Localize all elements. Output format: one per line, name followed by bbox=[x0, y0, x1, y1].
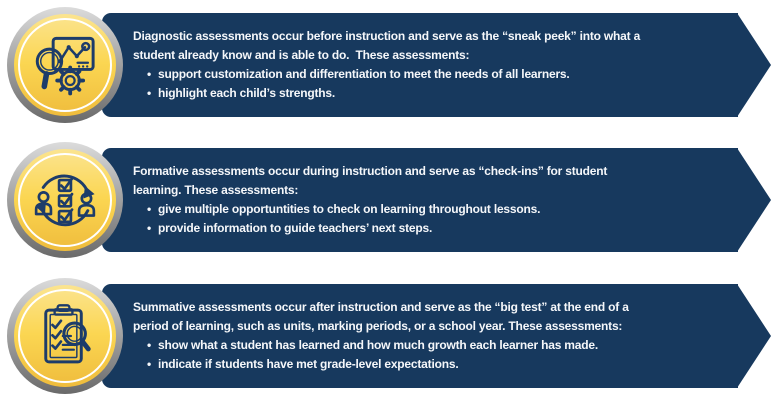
banner-diagnostic-content bbox=[102, 13, 738, 117]
banner-formative-content bbox=[102, 148, 738, 252]
badge-formative bbox=[7, 142, 123, 258]
intro-line: period of learning, such as units, marking periods, or a school year. These assessments: bbox=[133, 319, 623, 333]
badge-disc bbox=[14, 285, 116, 387]
badge-diagnostic bbox=[7, 7, 123, 123]
banner-arrow-right bbox=[737, 13, 771, 117]
bullet-icon: • bbox=[147, 338, 152, 352]
banner-diagnostic bbox=[102, 13, 738, 117]
clipboard-magnifier-icon bbox=[28, 299, 102, 373]
banner-arrow-right bbox=[737, 284, 771, 388]
badge-summative bbox=[7, 278, 123, 394]
intro-line: learning. These assessments: bbox=[133, 183, 299, 197]
bullet-item bbox=[133, 336, 730, 355]
magnifier-chart-gear-icon bbox=[28, 28, 102, 102]
banner-summative bbox=[102, 284, 738, 388]
bullet-icon: • bbox=[147, 86, 152, 100]
bullet-item bbox=[133, 219, 730, 238]
bullet-icon: • bbox=[147, 221, 152, 235]
badge-disc bbox=[14, 14, 116, 116]
bullet-icon: • bbox=[147, 67, 152, 81]
bullet-text: show what a student has learned and how much growth each learner has made. bbox=[158, 338, 598, 352]
bullet-item bbox=[133, 65, 730, 84]
bullet-item bbox=[133, 84, 730, 103]
intro-line: Diagnostic assessments occur before instruction and serve as the “sneak peek” into what a bbox=[133, 29, 641, 43]
bullet-text: highlight each child’s strengths. bbox=[158, 86, 335, 100]
intro-line: student already know and is able to do. These assessments: bbox=[133, 48, 470, 62]
bullet-icon: • bbox=[147, 202, 152, 216]
banner-formative bbox=[102, 148, 738, 252]
intro-line: Formative assessments occur during instruction and serve as “check-ins” for student bbox=[133, 164, 608, 178]
banner-summative-content bbox=[102, 284, 738, 388]
bullet-item bbox=[133, 355, 730, 374]
badge-disc bbox=[14, 149, 116, 251]
bullet-text: indicate if students have met grade-level expectations. bbox=[158, 357, 459, 371]
bullet-item bbox=[133, 200, 730, 219]
intro-line: Summative assessments occur after instruction and serve as the “big test” at the end of a bbox=[133, 300, 629, 314]
bullet-text: support customization and differentiation to meet the needs of all learners. bbox=[158, 67, 570, 81]
bullet-icon: • bbox=[147, 357, 152, 371]
banner-arrow-right bbox=[737, 148, 771, 252]
bullet-text: provide information to guide teachers’ next steps. bbox=[158, 221, 433, 235]
people-checklist-cycle-icon bbox=[28, 163, 102, 237]
bullet-text: give multiple opportuntities to check on learning throughout lessons. bbox=[158, 202, 541, 216]
